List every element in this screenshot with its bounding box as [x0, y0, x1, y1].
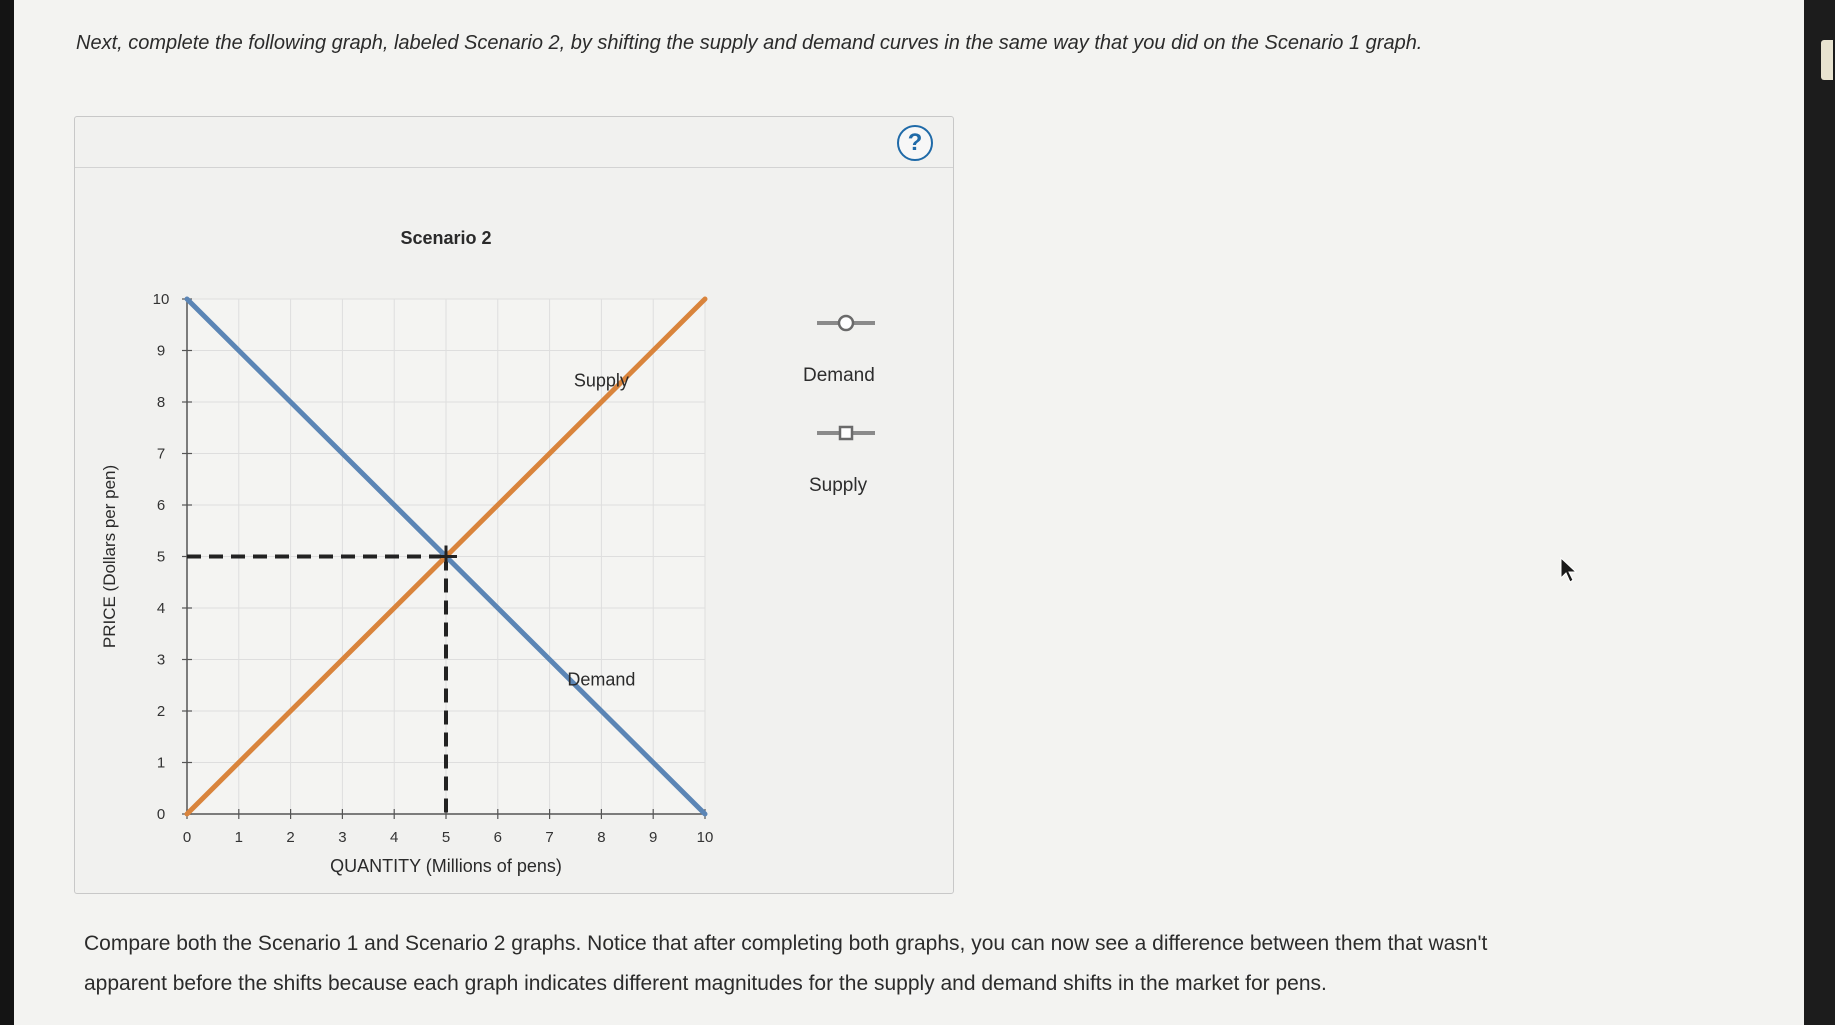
y-tick-label: 2 [156, 703, 166, 720]
x-tick-label: 3 [338, 829, 347, 846]
y-tick-label: 4 [156, 600, 166, 617]
y-tick-label: 5 [156, 548, 166, 566]
x-tick-label: 8 [597, 829, 606, 846]
x-axis-label: QUANTITY (Millions of pens) [330, 856, 562, 876]
y-tick-label: 7 [156, 445, 166, 463]
square-marker-icon [795, 421, 895, 451]
intro-instructions: Next, complete the following graph, labeled Scenario 2, by shifting the supply and demand curves in the same way that you did on the Scenario 1 graph. [76, 32, 1423, 54]
chart-title: Scenario 2 [400, 228, 492, 248]
window-edge [1804, 0, 1835, 1025]
legend-demand-tool[interactable] [795, 311, 895, 401]
y-tick-label: 6 [156, 497, 166, 514]
x-tick-label: 4 [390, 829, 399, 846]
x-tick-label: 9 [649, 829, 658, 846]
edge-tab [1821, 40, 1833, 80]
x-tick-label: 2 [286, 829, 295, 846]
y-axis-label: PRICE (Dollars per pen) [100, 464, 119, 649]
legend-supply-tool[interactable] [795, 421, 895, 511]
supply-curve-label: Supply [573, 370, 629, 391]
mouse-cursor-icon [1559, 556, 1579, 584]
y-tick-label: 9 [156, 342, 166, 360]
y-tick-label: 0 [156, 806, 166, 823]
x-tick-label: 0 [182, 829, 192, 846]
x-tick-label: 10 [696, 829, 714, 846]
outro-instructions: Compare both the Scenario 1 and Scenario 2 graphs. Notice that after completing both graphs, you can now see a difference between them that wasn't apparent before the shifts because each graph indicates different magnitudes for the supply and demand shifts in the market for pens. [84, 932, 1488, 995]
y-tick-label: 8 [156, 394, 166, 411]
legend-supply-label: Supply [809, 475, 868, 496]
y-tick-label: 3 [156, 651, 166, 669]
y-tick-label: 10 [152, 291, 170, 308]
x-tick-label: 7 [545, 829, 554, 846]
x-tick-label: 1 [234, 829, 243, 846]
demand-curve-label: Demand [567, 669, 636, 690]
x-tick-label: 5 [441, 829, 451, 846]
y-tick-label: 1 [156, 754, 166, 772]
x-tick-label: 6 [493, 829, 502, 846]
graph-panel [74, 116, 954, 894]
help-button[interactable]: ? [897, 125, 933, 161]
legend-demand-label: Demand [803, 365, 875, 386]
circle-marker-icon [795, 311, 895, 341]
screen [14, 0, 1804, 1025]
